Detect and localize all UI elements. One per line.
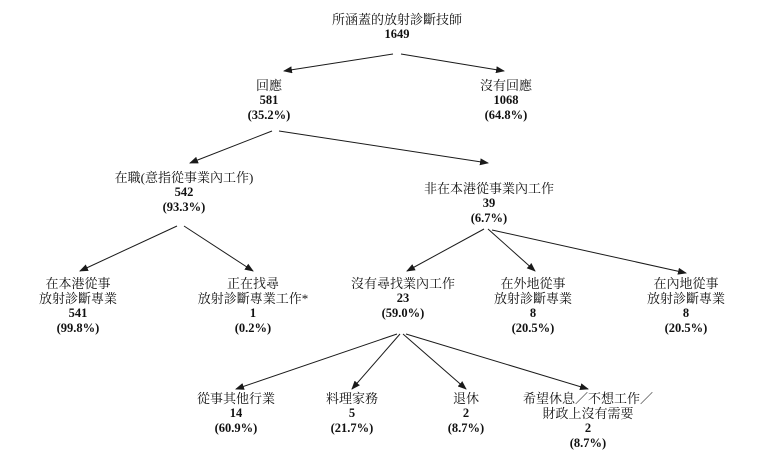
node-label: 料理家務 bbox=[325, 391, 379, 406]
node-label: 沒有回應 bbox=[479, 78, 533, 93]
node-label: 在外地從事 bbox=[500, 276, 566, 291]
edge-root-not-responded bbox=[401, 54, 504, 71]
edge-working-seeking-job bbox=[184, 226, 253, 271]
node-not-responded bbox=[480, 78, 532, 123]
node-housework bbox=[326, 391, 378, 436]
node-percent: (59.0%) bbox=[381, 306, 425, 320]
node-not-seeking bbox=[351, 276, 455, 321]
node-value: 2 bbox=[584, 421, 592, 435]
node-percent: (8.7%) bbox=[569, 436, 607, 450]
node-label: 回應 bbox=[255, 78, 283, 93]
node-working bbox=[115, 170, 254, 215]
node-other-industry bbox=[197, 391, 275, 436]
node-value: 23 bbox=[396, 291, 410, 305]
node-percent: (8.7%) bbox=[447, 421, 485, 435]
node-label: 正在找尋 bbox=[226, 276, 280, 291]
node-value: 8 bbox=[529, 306, 537, 320]
node-value: 1649 bbox=[384, 27, 410, 41]
edge-working-hk-radiology bbox=[80, 226, 177, 271]
node-seeking-job bbox=[198, 276, 309, 336]
node-label-line2: 財政上沒有需要 bbox=[542, 406, 634, 421]
node-value: 1068 bbox=[493, 93, 519, 107]
edge-not-in-hk-overseas bbox=[488, 229, 535, 271]
node-label: 在本港從事 bbox=[45, 276, 111, 291]
node-percent: (21.7%) bbox=[330, 421, 374, 435]
node-value: 5 bbox=[348, 406, 356, 420]
node-value: 8 bbox=[682, 306, 690, 320]
node-percent: (64.8%) bbox=[484, 108, 528, 122]
node-value: 542 bbox=[174, 185, 194, 199]
node-label: 退休 bbox=[452, 391, 480, 406]
node-value: 14 bbox=[229, 406, 243, 420]
node-label: 在職(意指從事業內工作) bbox=[114, 170, 254, 185]
node-value: 581 bbox=[259, 93, 279, 107]
node-label-line2: 放射診斷專業 bbox=[493, 291, 573, 306]
node-value: 39 bbox=[482, 196, 496, 210]
edge-not-seeking-rest bbox=[406, 334, 588, 389]
node-label: 非在本港從事業內工作 bbox=[423, 181, 555, 196]
edge-not-seeking-housework bbox=[352, 334, 400, 389]
node-responded bbox=[248, 78, 291, 123]
node-value: 2 bbox=[462, 406, 470, 420]
edge-responded-not-in-hk bbox=[279, 131, 488, 163]
edge-not-in-hk-mainland bbox=[492, 230, 686, 273]
node-percent: (20.5%) bbox=[511, 321, 555, 335]
node-percent: (93.3%) bbox=[162, 200, 206, 214]
node-percent: (0.2%) bbox=[234, 321, 272, 335]
node-percent: (99.8%) bbox=[56, 321, 100, 335]
node-root bbox=[332, 12, 462, 42]
edge-responded-working bbox=[190, 131, 272, 163]
node-percent: (60.9%) bbox=[214, 421, 258, 435]
edge-not-seeking-other bbox=[236, 334, 397, 389]
node-retired bbox=[448, 391, 484, 436]
node-label: 從事其他行業 bbox=[196, 391, 276, 406]
node-label: 所涵蓋的放射診斷技師 bbox=[331, 12, 463, 27]
node-label-line2: 放射診斷專業工作* bbox=[197, 291, 309, 306]
edge-not-in-hk-not-seeking bbox=[407, 229, 484, 271]
node-value: 1 bbox=[249, 306, 257, 320]
edge-root-responded bbox=[284, 54, 393, 71]
node-not-in-hk bbox=[424, 181, 554, 226]
node-percent: (6.7%) bbox=[470, 211, 508, 225]
node-label: 沒有尋找業內工作 bbox=[350, 276, 456, 291]
node-percent: (20.5%) bbox=[664, 321, 708, 335]
node-percent: (35.2%) bbox=[247, 108, 291, 122]
node-label-line2: 放射診斷專業 bbox=[646, 291, 726, 306]
node-overseas bbox=[494, 276, 572, 336]
node-hk-radiology bbox=[39, 276, 117, 336]
node-label-line2: 放射診斷專業 bbox=[38, 291, 118, 306]
node-value: 541 bbox=[68, 306, 88, 320]
node-label: 希望休息／不想工作／ bbox=[522, 391, 654, 406]
node-label: 在內地從事 bbox=[653, 276, 719, 291]
node-rest-no-need bbox=[523, 391, 653, 451]
node-mainland bbox=[647, 276, 725, 336]
